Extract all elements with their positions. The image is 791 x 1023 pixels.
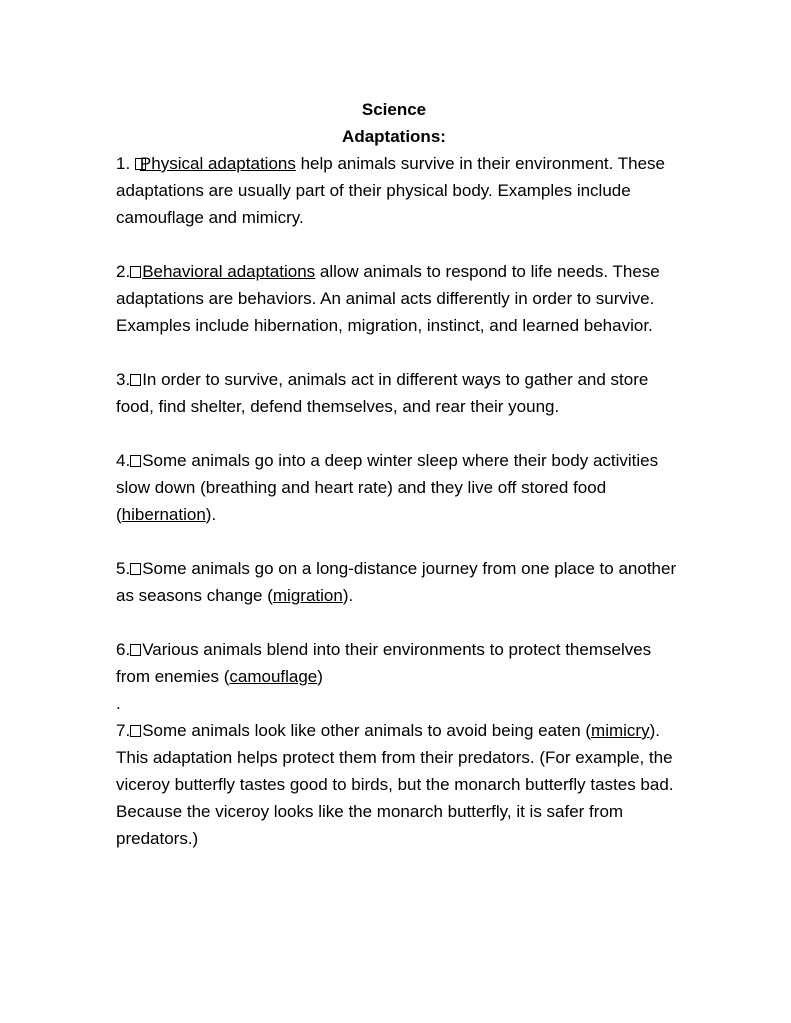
item-text-after: ): [317, 667, 323, 686]
term-behavioral-adaptations: Behavioral adaptations: [142, 262, 316, 281]
document-page: [116, 96, 686, 879]
checkbox-glyph-icon: [130, 725, 141, 737]
item-number: 2.: [116, 262, 131, 281]
item-text-after: ).: [342, 586, 354, 605]
document-title: Science: [361, 100, 427, 119]
term-physical-adaptations: Physical adaptations: [139, 154, 296, 173]
list-item-6: [116, 636, 686, 690]
term-camouflage: camouflage: [229, 667, 318, 686]
item-number: 5.: [116, 559, 131, 578]
item-text: Some animals go into a deep winter sleep where their body activities slow down (breathing and heart rate) and they live off stored food (: [116, 451, 659, 524]
list-item-2: [116, 258, 686, 339]
item-text: In order to survive, animals act in different ways to gather and store food, find shelter, defend themselves, and rear their young.: [116, 370, 649, 416]
item-number: 1.: [116, 154, 131, 173]
item-number: 4.: [116, 451, 131, 470]
term-migration: migration: [272, 586, 343, 605]
item-text-pre: Some animals look like other animals to avoid being eaten (: [142, 721, 592, 740]
checkbox-glyph-icon: [130, 266, 141, 278]
item-number: 7.: [116, 721, 131, 740]
term-mimicry: mimicry: [591, 721, 650, 740]
checkbox-glyph-icon: [130, 455, 141, 467]
item-number: 3.: [116, 370, 131, 389]
document-subtitle: Adaptations:: [342, 127, 446, 146]
checkbox-glyph-icon: [130, 644, 141, 656]
list-item-3: [116, 366, 686, 420]
list-item-7: [116, 717, 686, 852]
item-text: Some animals go on a long-distance journey from one place to another as seasons change (: [116, 559, 677, 605]
list-item-5: [116, 555, 686, 609]
item-text: help animals survive in their environment. These adaptations are usually part of their physical body. Examples include camouflage and mimicry.: [116, 154, 666, 227]
term-hibernation: hibernation: [121, 505, 206, 524]
checkbox-glyph-icon: [130, 374, 141, 386]
list-item-1: [116, 150, 686, 231]
item-text-after: ).: [205, 505, 217, 524]
list-item-4: [116, 447, 686, 528]
item-number: 6.: [116, 640, 131, 659]
item-text: allow animals to respond to life needs. These adaptations are behaviors. An animal acts differently in order to survive. Examples include hibernation, migration, instinct, and learned behavior.: [116, 262, 660, 335]
stray-period: .: [116, 694, 121, 713]
item-text: Various animals blend into their environments to protect themselves from enemies (: [116, 640, 652, 686]
checkbox-glyph-icon: [130, 563, 141, 575]
item-text: ). This adaptation helps protect them from their predators. (For example, the viceroy butterfly tastes good to birds, but the monarch butterfly tastes bad. Because the viceroy looks like the monarch butterfly, it is safer from predators.): [116, 721, 674, 848]
